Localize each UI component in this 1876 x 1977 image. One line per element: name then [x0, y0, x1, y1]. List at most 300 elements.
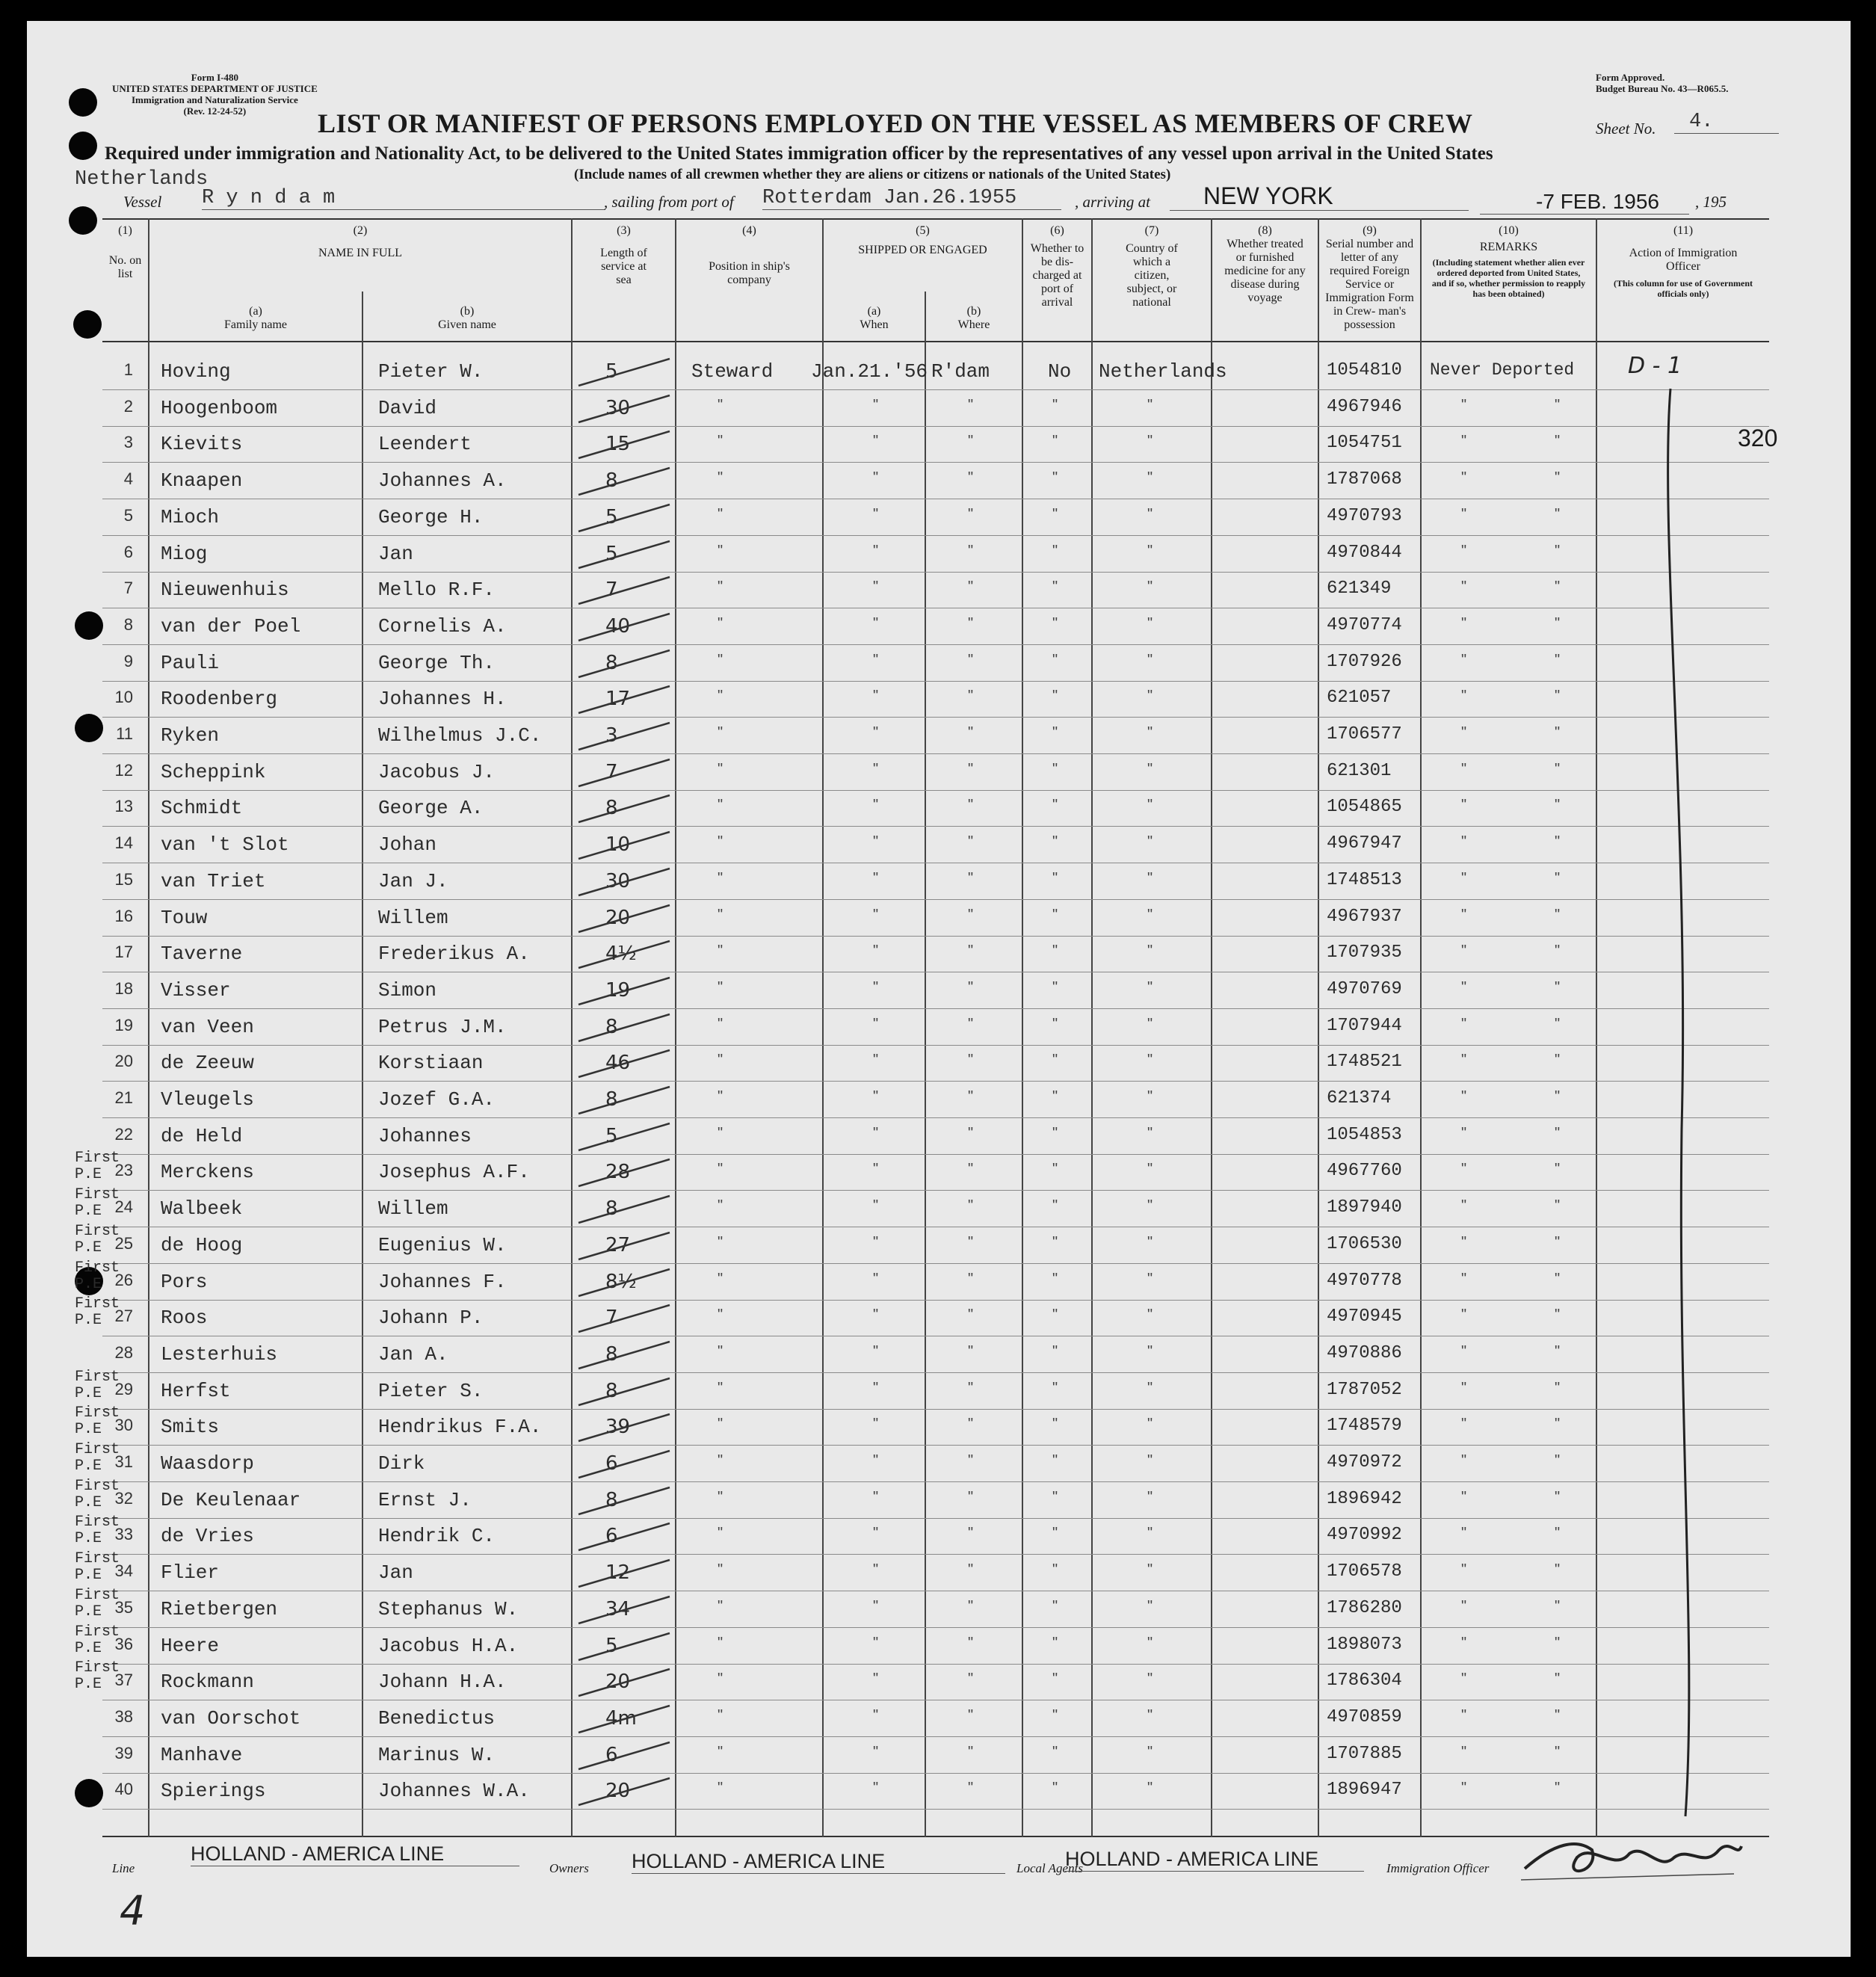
row-number: 10	[114, 688, 133, 707]
col-number: (4)	[742, 224, 756, 237]
family-name: Herfst	[161, 1379, 231, 1402]
table-row	[0, 1337, 1876, 1374]
ditto-position: "	[718, 1342, 723, 1360]
ditto-country: "	[1147, 505, 1153, 522]
ditto-position: "	[718, 469, 723, 487]
family-name: Waasdorp	[161, 1452, 254, 1475]
service-length: 15	[605, 433, 631, 456]
ditto-remarks-2: "	[1555, 1525, 1561, 1542]
ditto-position: "	[718, 505, 723, 522]
given-name: Jan	[378, 542, 413, 565]
ditto-when: "	[873, 1634, 879, 1651]
ditto-remarks-1: "	[1461, 1015, 1467, 1032]
row-number: 5	[123, 505, 133, 525]
col-sub-label: Given name	[438, 318, 496, 331]
ditto-position: "	[718, 833, 723, 851]
ditto-position: "	[718, 1634, 723, 1651]
first-pe-note: First P.E	[75, 1295, 120, 1330]
check-slash-mark	[573, 827, 677, 864]
officer-action-mark: D - 1	[1628, 353, 1682, 379]
position: Steward	[691, 360, 774, 383]
binder-hole	[69, 206, 97, 235]
ditto-discharged: "	[1052, 797, 1058, 814]
ditto-when: "	[873, 688, 879, 705]
ditto-remarks-2: "	[1555, 1342, 1561, 1360]
ditto-discharged: "	[1052, 1671, 1058, 1688]
col-number: (7)	[1144, 224, 1159, 237]
ditto-remarks-1: "	[1461, 688, 1467, 705]
table-row	[0, 500, 1876, 537]
service-length: 8	[605, 1088, 618, 1111]
check-slash-mark	[573, 901, 677, 937]
ditto-country: "	[1147, 1342, 1153, 1360]
ditto-position: "	[718, 1561, 723, 1579]
ditto-position: "	[718, 1088, 723, 1105]
table-row	[0, 1659, 1876, 1701]
ditto-remarks-2: "	[1555, 1488, 1561, 1505]
ditto-remarks-1: "	[1461, 1706, 1467, 1724]
row-number: 32	[114, 1488, 133, 1508]
given-name: Hendrik C.	[378, 1525, 496, 1548]
ditto-country: "	[1147, 1743, 1153, 1760]
service-length: 20	[605, 906, 631, 929]
family-name: Smits	[161, 1416, 220, 1439]
check-slash-mark	[573, 1738, 677, 1774]
check-slash-mark	[573, 1010, 677, 1046]
ditto-position: "	[718, 1233, 723, 1250]
service-length: 5	[605, 542, 618, 565]
given-name: Eugenius W.	[378, 1233, 507, 1256]
ditto-where: "	[968, 1416, 974, 1433]
ditto-discharged: "	[1052, 1307, 1058, 1324]
ditto-discharged: "	[1052, 614, 1058, 632]
ditto-where: "	[968, 724, 974, 741]
check-slash-mark	[573, 463, 677, 500]
ditto-position: "	[718, 906, 723, 923]
given-name: Jan	[378, 1561, 413, 1585]
family-name: Taverne	[161, 943, 243, 966]
table-row	[0, 354, 1876, 391]
first-pe-note: First P.E	[75, 1441, 120, 1475]
table-row	[0, 1623, 1876, 1665]
check-slash-mark	[573, 1701, 677, 1738]
approval-line: Budget Bureau No. 43—R065.5.	[1596, 83, 1729, 94]
ditto-position: "	[718, 1452, 723, 1469]
table-row	[0, 682, 1876, 718]
ditto-remarks-1: "	[1461, 797, 1467, 814]
given-name: Mello R.F.	[378, 579, 496, 602]
line-value: HOLLAND - AMERICA LINE	[191, 1842, 519, 1866]
row-number: 27	[114, 1307, 133, 1326]
ditto-when: "	[873, 1452, 879, 1469]
serial-number: 4970859	[1327, 1706, 1402, 1727]
ditto-position: "	[718, 651, 723, 668]
serial-number: 1054853	[1327, 1124, 1402, 1145]
table-row	[0, 1150, 1876, 1191]
check-slash-mark	[573, 682, 677, 718]
ditto-remarks-2: "	[1555, 1671, 1561, 1688]
col-number: (5)	[916, 224, 930, 237]
ditto-when: "	[873, 833, 879, 851]
ditto-remarks-1: "	[1461, 505, 1467, 522]
given-name: Korstiaan	[378, 1052, 484, 1075]
col4-header	[676, 224, 822, 287]
col-label: REMARKS	[1479, 241, 1538, 253]
ditto-when: "	[873, 906, 879, 923]
ditto-remarks-1: "	[1461, 1743, 1467, 1760]
check-slash-mark	[573, 1555, 677, 1592]
table-row	[0, 1222, 1876, 1265]
ditto-remarks-1: "	[1461, 1342, 1467, 1360]
serial-number: 4970972	[1327, 1452, 1402, 1472]
ditto-discharged: "	[1052, 1233, 1058, 1250]
ditto-where: "	[968, 1161, 974, 1178]
ditto-when: "	[873, 396, 879, 413]
col-sub-number: (b)	[966, 305, 981, 318]
ditto-remarks-1: "	[1461, 1052, 1467, 1069]
ditto-position: "	[718, 943, 723, 960]
ditto-country: "	[1147, 579, 1153, 596]
ditto-remarks-1: "	[1461, 943, 1467, 960]
ditto-remarks-1: "	[1461, 542, 1467, 559]
ditto-country: "	[1147, 978, 1153, 996]
given-name: Johann P.	[378, 1307, 484, 1330]
check-slash-mark	[573, 1228, 677, 1265]
ditto-remarks-1: "	[1461, 1270, 1467, 1287]
table-row	[0, 718, 1876, 755]
ditto-where: "	[968, 1597, 974, 1614]
ditto-discharged: "	[1052, 1597, 1058, 1614]
check-slash-mark	[573, 1337, 677, 1374]
ditto-where: "	[968, 833, 974, 851]
given-name: Cornelis A.	[378, 614, 507, 638]
table-row	[0, 901, 1876, 937]
ditto-remarks-2: "	[1555, 1161, 1561, 1178]
row-number: 20	[114, 1052, 133, 1071]
ditto-remarks-1: "	[1461, 869, 1467, 886]
family-name: Vleugels	[161, 1088, 254, 1111]
table-row	[0, 1010, 1876, 1046]
table-row	[0, 791, 1876, 827]
given-name: Jacobus H.A.	[378, 1634, 519, 1657]
first-pe-note: First P.E	[75, 1659, 120, 1694]
service-length: 17	[605, 688, 631, 711]
vessel-name: R y n d a m	[202, 187, 605, 210]
approval-line: Form Approved.	[1596, 72, 1665, 83]
family-name: Mioch	[161, 505, 220, 528]
ditto-when: "	[873, 1197, 879, 1215]
table-row	[0, 609, 1876, 646]
row-number: 13	[114, 797, 133, 816]
ditto-when: "	[873, 1161, 879, 1178]
serial-number: 4970992	[1327, 1525, 1402, 1546]
ditto-discharged: "	[1052, 688, 1058, 705]
col-number: (3)	[617, 224, 631, 237]
ditto-where: "	[968, 433, 974, 450]
ditto-remarks-2: "	[1555, 1270, 1561, 1287]
table-row	[0, 1119, 1876, 1156]
col-number: (8)	[1258, 224, 1272, 237]
serial-number: 1786280	[1327, 1597, 1402, 1618]
ditto-remarks-2: "	[1555, 688, 1561, 705]
ditto-country: "	[1147, 906, 1153, 923]
ditto-remarks-2: "	[1555, 1634, 1561, 1651]
ditto-when: "	[873, 797, 879, 814]
ditto-where: "	[968, 1671, 974, 1688]
service-length: 20	[605, 1780, 631, 1803]
family-name: Heere	[161, 1634, 220, 1657]
col1-header	[102, 224, 148, 281]
shipped-where: R'dam	[931, 360, 990, 383]
sailing-port: Rotterdam Jan.26.1955	[762, 187, 1061, 210]
serial-number: 621301	[1327, 760, 1392, 781]
col5b-header	[926, 305, 1022, 332]
check-slash-mark	[573, 354, 677, 391]
row-number: 3	[123, 433, 133, 452]
serial-number: 1748521	[1327, 1052, 1402, 1073]
first-pe-note: First P.E	[75, 1514, 120, 1548]
table-row	[0, 463, 1876, 500]
first-pe-note: First P.E	[75, 1186, 120, 1221]
ditto-remarks-2: "	[1555, 1416, 1561, 1433]
ditto-position: "	[718, 614, 723, 632]
ditto-remarks-1: "	[1461, 833, 1467, 851]
ditto-position: "	[718, 1197, 723, 1215]
service-length: 5	[605, 1124, 618, 1147]
given-name: Ernst J.	[378, 1488, 472, 1511]
ditto-country: "	[1147, 797, 1153, 814]
serial-number: 1707944	[1327, 1015, 1402, 1036]
col2b-header	[363, 305, 571, 332]
form-line: Form I-480	[191, 72, 238, 83]
first-pe-note: First P.E	[75, 1623, 120, 1657]
serial-number: 1054810	[1327, 360, 1402, 380]
family-name: Spierings	[161, 1780, 266, 1803]
family-name: Visser	[161, 978, 231, 1002]
ditto-country: "	[1147, 1780, 1153, 1797]
ditto-remarks-2: "	[1555, 1052, 1561, 1069]
ditto-remarks-1: "	[1461, 1525, 1467, 1542]
row-number: 8	[123, 614, 133, 634]
ditto-where: "	[968, 1124, 974, 1141]
family-name: de Zeeuw	[161, 1052, 254, 1075]
ditto-discharged: "	[1052, 1052, 1058, 1069]
ditto-when: "	[873, 1307, 879, 1324]
ditto-country: "	[1147, 1161, 1153, 1178]
ditto-remarks-1: "	[1461, 1233, 1467, 1250]
given-name: Petrus J.M.	[378, 1015, 507, 1038]
family-name: Miog	[161, 542, 208, 565]
row-rule	[102, 1809, 1769, 1810]
ditto-remarks-1: "	[1461, 1161, 1467, 1178]
form-id-block	[112, 72, 318, 117]
ditto-remarks-2: "	[1555, 1015, 1561, 1032]
check-slash-mark	[573, 1483, 677, 1520]
ditto-when: "	[873, 469, 879, 487]
ditto-remarks-2: "	[1555, 724, 1561, 741]
ditto-country: "	[1147, 1416, 1153, 1433]
ditto-position: "	[718, 1597, 723, 1614]
col-sub-label: When	[860, 318, 889, 331]
ditto-remarks-1: "	[1461, 651, 1467, 668]
ditto-country: "	[1147, 469, 1153, 487]
col-number: (1)	[118, 224, 132, 237]
ditto-remarks-1: "	[1461, 579, 1467, 596]
table-row	[0, 1774, 1876, 1810]
year-suffix: , 195	[1695, 193, 1727, 211]
check-slash-mark	[573, 937, 677, 973]
ditto-remarks-1: "	[1461, 906, 1467, 923]
ditto-remarks-2: "	[1555, 906, 1561, 923]
first-pe-note: First P.E	[75, 1404, 120, 1439]
ditto-where: "	[968, 1197, 974, 1215]
service-length: 8	[605, 651, 618, 674]
row-number: 12	[114, 760, 133, 780]
check-slash-mark	[573, 646, 677, 682]
check-slash-mark	[573, 537, 677, 573]
check-slash-mark	[573, 1519, 677, 1555]
family-name: Roos	[161, 1307, 208, 1330]
ditto-position: "	[718, 869, 723, 886]
ditto-position: "	[718, 542, 723, 559]
ditto-where: "	[968, 1379, 974, 1396]
count-annotation: 320	[1738, 425, 1778, 451]
row-number: 14	[114, 833, 133, 853]
col-sub-label: Where	[957, 318, 990, 331]
col8-header	[1212, 224, 1318, 305]
ditto-when: "	[873, 1270, 879, 1287]
col-sub-number: (b)	[460, 305, 475, 318]
row-number: 15	[114, 869, 133, 889]
ditto-position: "	[718, 1307, 723, 1324]
serial-number: 1748513	[1327, 869, 1402, 890]
officer-label: Immigration Officer	[1386, 1861, 1490, 1875]
service-length: 12	[605, 1561, 631, 1585]
ditto-discharged: "	[1052, 978, 1058, 996]
ditto-remarks-2: "	[1555, 833, 1561, 851]
ditto-where: "	[968, 542, 974, 559]
table-row	[0, 1295, 1876, 1337]
ditto-country: "	[1147, 760, 1153, 777]
service-length: 8	[605, 1342, 618, 1366]
given-name: Johannes	[378, 1124, 472, 1147]
ditto-where: "	[968, 943, 974, 960]
ditto-country: "	[1147, 1561, 1153, 1579]
ditto-remarks-2: "	[1555, 1452, 1561, 1469]
ditto-position: "	[718, 797, 723, 814]
serial-number: 1786304	[1327, 1671, 1402, 1691]
service-length: 8½	[605, 1270, 637, 1293]
serial-number: 1787052	[1327, 1379, 1402, 1400]
service-length: 34	[605, 1597, 631, 1620]
binder-hole	[73, 310, 102, 339]
ditto-position: "	[718, 579, 723, 596]
ditto-discharged: "	[1052, 906, 1058, 923]
check-slash-mark	[573, 1774, 677, 1810]
family-name: Ryken	[161, 724, 220, 747]
ditto-where: "	[968, 797, 974, 814]
corner-handwritten-number: 4	[120, 1887, 146, 1934]
ditto-country: "	[1147, 1452, 1153, 1469]
row-number: 16	[114, 906, 133, 925]
check-slash-mark	[573, 391, 677, 428]
ditto-when: "	[873, 1743, 879, 1760]
family-name: de Held	[161, 1124, 243, 1147]
given-name: Stephanus W.	[378, 1597, 519, 1620]
ditto-where: "	[968, 1525, 974, 1542]
check-slash-mark	[573, 718, 677, 755]
ditto-position: "	[718, 724, 723, 741]
ditto-position: "	[718, 433, 723, 450]
col-note: (This column for use of Government officials only)	[1613, 278, 1753, 299]
check-slash-mark	[573, 1446, 677, 1483]
service-length: 7	[605, 1307, 618, 1330]
ditto-position: "	[718, 1488, 723, 1505]
ditto-country: "	[1147, 943, 1153, 960]
ditto-country: "	[1147, 724, 1153, 741]
check-slash-mark	[573, 1046, 677, 1082]
given-name: Frederikus A.	[378, 943, 530, 966]
ditto-remarks-1: "	[1461, 469, 1467, 487]
line-label: Line	[112, 1861, 135, 1875]
table-row	[0, 1082, 1876, 1119]
table-row	[0, 1586, 1876, 1629]
col-number: (2)	[353, 224, 368, 237]
row-number: 33	[114, 1525, 133, 1544]
row-number: 1	[123, 360, 133, 379]
first-pe-note: First P.E	[75, 1150, 120, 1184]
table-row	[0, 937, 1876, 973]
ditto-where: "	[968, 396, 974, 413]
ditto-country: "	[1147, 542, 1153, 559]
given-name: Johan	[378, 833, 437, 857]
ditto-remarks-2: "	[1555, 797, 1561, 814]
ditto-country: "	[1147, 433, 1153, 450]
given-name: Willem	[378, 1197, 448, 1221]
ditto-where: "	[968, 978, 974, 996]
check-slash-mark	[573, 1374, 677, 1410]
table-row	[0, 1738, 1876, 1774]
ditto-remarks-2: "	[1555, 869, 1561, 886]
ditto-remarks-1: "	[1461, 1597, 1467, 1614]
form-line: Immigration and Naturalization Service	[131, 94, 298, 105]
sailing-label: , sailing from port of	[604, 193, 734, 211]
serial-number: 621349	[1327, 579, 1392, 599]
table-row	[0, 1259, 1876, 1301]
ditto-when: "	[873, 1488, 879, 1505]
family-name: van 't Slot	[161, 833, 289, 857]
row-number: 18	[114, 978, 133, 998]
ditto-country: "	[1147, 1597, 1153, 1614]
ditto-country: "	[1147, 1233, 1153, 1250]
serial-number: 1706577	[1327, 724, 1402, 744]
ditto-remarks-1: "	[1461, 1634, 1467, 1651]
country: Netherlands	[1099, 360, 1227, 383]
ditto-country: "	[1147, 1015, 1153, 1032]
ditto-position: "	[718, 978, 723, 996]
ditto-discharged: "	[1052, 1124, 1058, 1141]
service-length: 7	[605, 760, 618, 783]
ditto-remarks-1: "	[1461, 1307, 1467, 1324]
col-sub-number: (a)	[249, 305, 262, 318]
ditto-where: "	[968, 1634, 974, 1651]
service-length: 8	[605, 797, 618, 820]
row-number: 21	[114, 1088, 133, 1107]
ditto-country: "	[1147, 1197, 1153, 1215]
ditto-when: "	[873, 1124, 879, 1141]
given-name: Johann H.A.	[378, 1671, 507, 1694]
ditto-country: "	[1147, 651, 1153, 668]
